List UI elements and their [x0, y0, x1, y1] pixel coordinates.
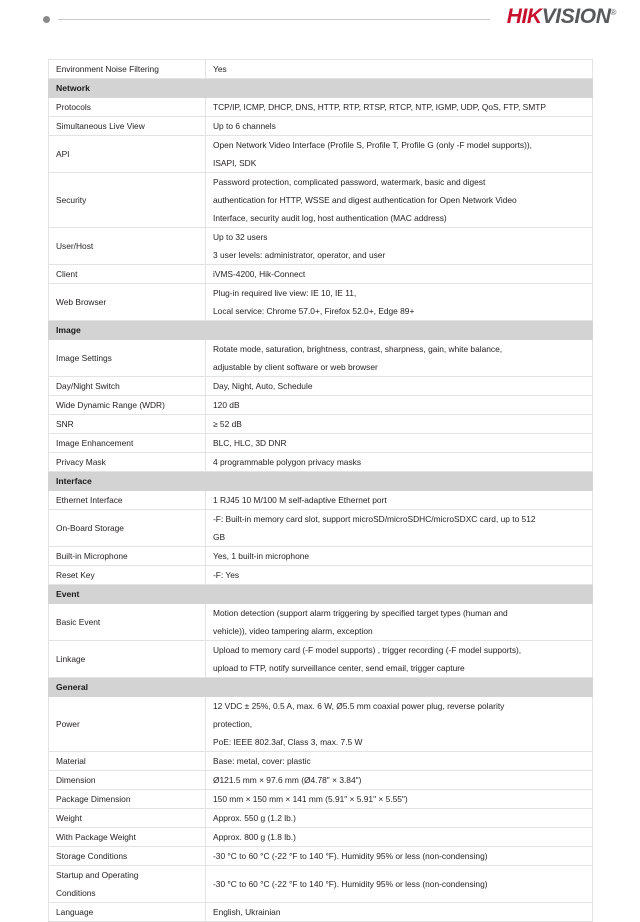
spec-value-line: -30 °C to 60 °C (-22 °F to 140 °F). Humidity 95% or less (non-condensing): [213, 851, 488, 861]
table-row: [49, 903, 593, 922]
spec-value-cell: [206, 790, 593, 809]
spec-value-line: vehicle)), video tampering alarm, exception: [213, 626, 373, 636]
spec-value-cell: [206, 491, 593, 510]
spec-value-cell: [206, 434, 593, 453]
spec-value-cell: [206, 136, 593, 173]
spec-value-cell: [206, 828, 593, 847]
specification-table-container: [48, 59, 592, 922]
spec-label-cell: Linkage: [49, 641, 206, 678]
table-row: [49, 434, 593, 453]
spec-value-line: Plug-in required live view: IE 10, IE 11,: [213, 288, 357, 298]
spec-value-line: iVMS-4200, Hik-Connect: [213, 269, 306, 279]
table-row: [49, 117, 593, 136]
spec-label-cell: SNR: [49, 415, 206, 434]
spec-value-line: Rotate mode, saturation, brightness, contrast, sharpness, gain, white balance,: [213, 344, 503, 354]
spec-value-cell: [206, 547, 593, 566]
spec-label-cell: Dimension: [49, 771, 206, 790]
specification-table-body: [49, 60, 593, 922]
table-row: [49, 828, 593, 847]
section-header-label: Image: [49, 321, 593, 340]
spec-label-cell: Day/Night Switch: [49, 377, 206, 396]
spec-value-line: 12 VDC ± 25%, 0.5 A, max. 6 W, Ø5.5 mm coaxial power plug, reverse polarity: [213, 701, 505, 711]
spec-value-line: Open Network Video Interface (Profile S, Profile T, Profile G (only -F model supports)),: [213, 140, 532, 150]
table-row: [49, 752, 593, 771]
spec-value-line: 1 RJ45 10 M/100 M self-adaptive Ethernet port: [213, 495, 387, 505]
spec-label-cell: Language: [49, 903, 206, 922]
spec-label-line: Startup and Operating: [56, 870, 139, 880]
spec-label-cell: Weight: [49, 809, 206, 828]
table-section-header-row: [49, 472, 593, 491]
spec-label-cell: Wide Dynamic Range (WDR): [49, 396, 206, 415]
spec-label-cell: Client: [49, 265, 206, 284]
section-header-label: Event: [49, 585, 593, 604]
spec-value-line: -F: Built-in memory card slot, support microSD/microSDHC/microSDXC card, up to 512: [213, 514, 536, 524]
spec-label-cell: Storage Conditions: [49, 847, 206, 866]
spec-value-line: upload to FTP, notify surveillance center, send email, trigger capture: [213, 663, 465, 673]
table-row: [49, 136, 593, 173]
registered-trademark-icon: ®: [610, 8, 616, 17]
table-section-header-row: [49, 585, 593, 604]
table-row: [49, 284, 593, 321]
spec-value-line: Up to 6 channels: [213, 121, 276, 131]
spec-value-line: 150 mm × 150 mm × 141 mm (5.91" × 5.91" × 5.55"): [213, 794, 408, 804]
section-header-label: General: [49, 678, 593, 697]
spec-label-cell: Security: [49, 173, 206, 228]
spec-label-cell: Material: [49, 752, 206, 771]
spec-value-line: 4 programmable polygon privacy masks: [213, 457, 362, 467]
spec-value-cell: [206, 284, 593, 321]
specification-table: [48, 59, 593, 922]
table-row: [49, 173, 593, 228]
spec-value-cell: [206, 510, 593, 547]
table-row: [49, 790, 593, 809]
table-row: [49, 547, 593, 566]
spec-value-cell: [206, 453, 593, 472]
spec-value-line: Ø121.5 mm × 97.6 mm (Ø4.78" × 3.84"): [213, 775, 362, 785]
table-section-header-row: [49, 321, 593, 340]
table-row: [49, 771, 593, 790]
spec-value-line: PoE: IEEE 802.3af, Class 3, max. 7.5 W: [213, 737, 363, 747]
table-row: [49, 566, 593, 585]
spec-value-cell: [206, 809, 593, 828]
spec-value-line: TCP/IP, ICMP, DHCP, DNS, HTTP, RTP, RTSP, RTCP, NTP, IGMP, UDP, QoS, FTP, SMTP: [213, 102, 546, 112]
section-header-label: Network: [49, 79, 593, 98]
spec-value-cell: [206, 173, 593, 228]
spec-value-line: BLC, HLC, 3D DNR: [213, 438, 287, 448]
spec-value-cell: [206, 641, 593, 678]
table-row: [49, 396, 593, 415]
spec-value-line: 120 dB: [213, 400, 240, 410]
spec-value-cell: [206, 117, 593, 136]
table-row: [49, 847, 593, 866]
spec-value-cell: [206, 752, 593, 771]
spec-label-cell: Protocols: [49, 98, 206, 117]
table-row: [49, 415, 593, 434]
spec-value-line: English, Ukrainian: [213, 907, 281, 917]
table-row: [49, 228, 593, 265]
spec-label-line: Conditions: [56, 888, 96, 898]
logo-vision-text: VISION: [541, 5, 611, 28]
spec-value-line: Approx. 550 g (1.2 lb.): [213, 813, 296, 823]
spec-value-line: protection,: [213, 719, 253, 729]
spec-label-cell: Built-in Microphone: [49, 547, 206, 566]
table-row: [49, 809, 593, 828]
spec-value-line: ISAPI, SDK: [213, 158, 257, 168]
spec-value-line: -30 °C to 60 °C (-22 °F to 140 °F). Humidity 95% or less (non-condensing): [213, 879, 488, 889]
table-row: [49, 377, 593, 396]
spec-value-cell: [206, 228, 593, 265]
table-section-header-row: [49, 79, 593, 98]
spec-label-cell: Environment Noise Filtering: [49, 60, 206, 79]
spec-value-cell: [206, 98, 593, 117]
table-row: [49, 697, 593, 752]
spec-value-line: Yes: [213, 64, 227, 74]
spec-value-line: Base: metal, cover: plastic: [213, 756, 311, 766]
spec-value-line: -F: Yes: [213, 570, 240, 580]
spec-value-cell: [206, 377, 593, 396]
table-section-header-row: [49, 678, 593, 697]
spec-label-cell: User/Host: [49, 228, 206, 265]
spec-label-cell: [49, 866, 206, 903]
spec-label-cell: API: [49, 136, 206, 173]
spec-value-cell: [206, 340, 593, 377]
spec-value-cell: [206, 604, 593, 641]
table-row: [49, 340, 593, 377]
table-row: [49, 866, 593, 903]
spec-value-line: authentication for HTTP, WSSE and digest authentication for Open Network Video: [213, 195, 517, 205]
spec-value-line: Approx. 800 g (1.8 lb.): [213, 832, 296, 842]
spec-value-cell: [206, 60, 593, 79]
spec-label-cell: Basic Event: [49, 604, 206, 641]
spec-label-cell: Image Settings: [49, 340, 206, 377]
spec-value-line: Motion detection (support alarm triggering by specified target types (human and: [213, 608, 508, 618]
spec-value-cell: [206, 566, 593, 585]
spec-value-cell: [206, 771, 593, 790]
header-divider-rule: [58, 19, 490, 20]
spec-label-cell: Privacy Mask: [49, 453, 206, 472]
spec-value-cell: [206, 396, 593, 415]
spec-value-line: adjustable by client software or web browser: [213, 362, 378, 372]
table-row: [49, 98, 593, 117]
spec-value-line: GB: [213, 532, 226, 542]
bullet-dot-icon: [43, 16, 50, 23]
spec-value-cell: [206, 903, 593, 922]
spec-label-cell: Power: [49, 697, 206, 752]
hikvision-logo: [507, 6, 616, 27]
spec-value-cell: [206, 415, 593, 434]
spec-label-cell: Package Dimension: [49, 790, 206, 809]
spec-value-line: 3 user levels: administrator, operator, and user: [213, 250, 386, 260]
spec-value-line: ≥ 52 dB: [213, 419, 242, 429]
spec-label-cell: Ethernet Interface: [49, 491, 206, 510]
spec-label-cell: On-Board Storage: [49, 510, 206, 547]
spec-value-line: Local service: Chrome 57.0+, Firefox 52.0+, Edge 89+: [213, 306, 415, 316]
table-row: [49, 510, 593, 547]
spec-value-cell: [206, 697, 593, 752]
spec-value-line: Upload to memory card (-F model supports) , trigger recording (-F model supports),: [213, 645, 522, 655]
spec-label-cell: Web Browser: [49, 284, 206, 321]
table-row: [49, 641, 593, 678]
spec-value-line: Up to 32 users: [213, 232, 268, 242]
spec-label-cell: Simultaneous Live View: [49, 117, 206, 136]
spec-value-cell: [206, 847, 593, 866]
spec-label-cell: Image Enhancement: [49, 434, 206, 453]
spec-value-line: Yes, 1 built-in microphone: [213, 551, 310, 561]
section-header-label: Interface: [49, 472, 593, 491]
spec-label-cell: With Package Weight: [49, 828, 206, 847]
spec-value-line: Interface, security audit log, host authentication (MAC address): [213, 213, 447, 223]
spec-value-cell: [206, 866, 593, 903]
table-row: [49, 453, 593, 472]
spec-label-cell: Reset Key: [49, 566, 206, 585]
table-row: [49, 265, 593, 284]
table-row: [49, 60, 593, 79]
table-row: [49, 604, 593, 641]
logo-hik-text: HIK: [506, 5, 542, 28]
spec-value-cell: [206, 265, 593, 284]
spec-value-line: Password protection, complicated password, watermark, basic and digest: [213, 177, 486, 187]
table-row: [49, 491, 593, 510]
spec-value-line: Day, Night, Auto, Schedule: [213, 381, 313, 391]
page-header: [0, 0, 640, 44]
